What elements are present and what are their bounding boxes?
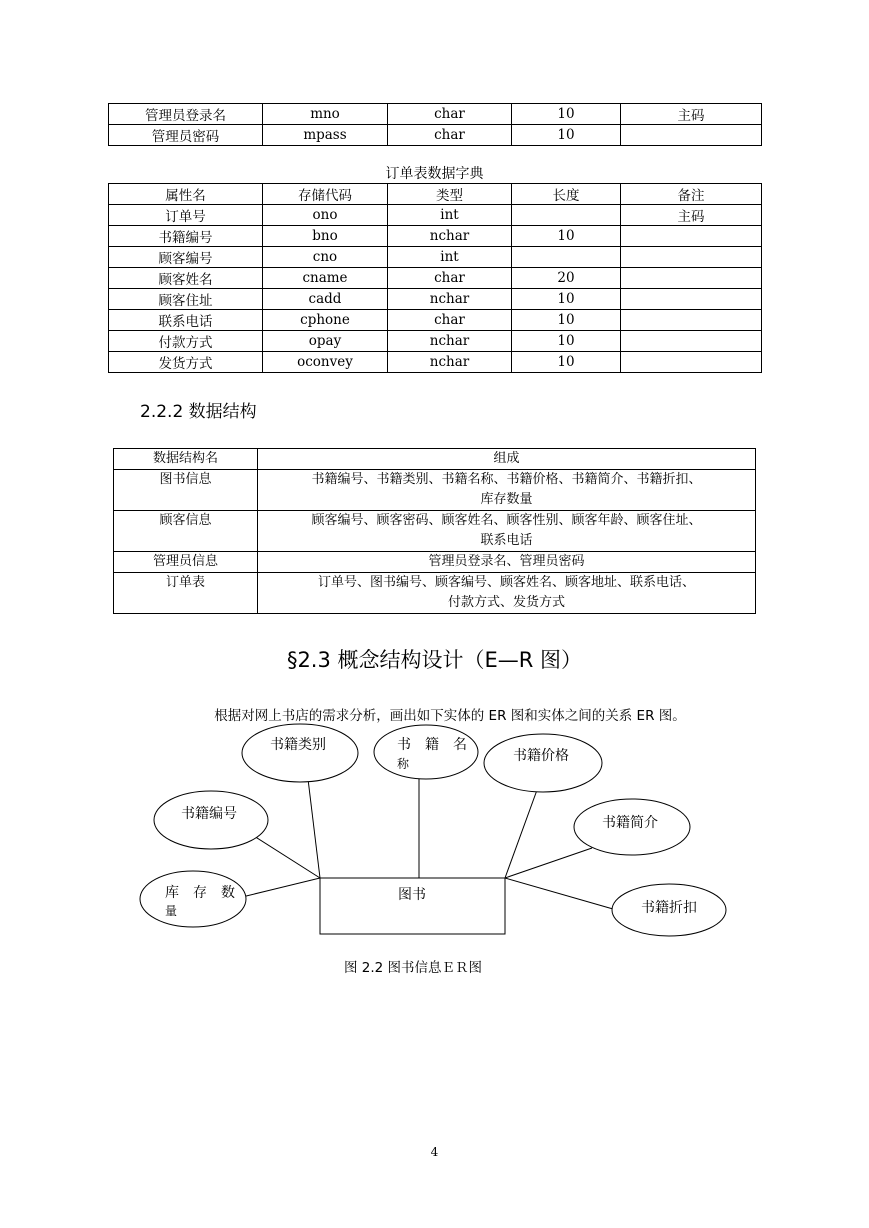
table-cell: 顾客住址	[109, 289, 263, 310]
order-table-caption: 订单表数据字典	[385, 166, 484, 182]
table-cell: 10	[512, 226, 621, 247]
table-cell: char	[388, 104, 512, 125]
table-cell: 20	[512, 268, 621, 289]
table-cell: opay	[263, 331, 388, 352]
er-attr-price-label: 书籍价格	[513, 748, 569, 764]
er-line-category	[308, 779, 320, 878]
table-cell: oconvey	[263, 352, 388, 373]
table-cell: char	[388, 268, 512, 289]
table-cell: 主码	[621, 104, 762, 125]
er-attr-category-ellipse	[242, 724, 358, 782]
table-cell: 联系电话	[109, 310, 263, 331]
table-cell: 10	[512, 289, 621, 310]
table-cell: cname	[263, 268, 388, 289]
er-line-id	[254, 836, 320, 878]
table-cell: nchar	[388, 352, 512, 373]
table-cell: nchar	[388, 331, 512, 352]
table-cell: 管理员登录名	[109, 104, 263, 125]
composition-line: 订单号、图书编号、顾客编号、顾客姓名、顾客地址、联系电话、	[317, 575, 695, 590]
table-cell: 10	[512, 331, 621, 352]
table-cell: 顾客编号	[109, 247, 263, 268]
table-cell: 管理员密码	[109, 125, 263, 146]
page-number: 4	[430, 1145, 439, 1159]
composition-line: 顾客编号、顾客密码、顾客姓名、顾客性别、顾客年龄、顾客住址、	[311, 513, 702, 528]
section-heading-data-structure: 2.2.2 数据结构	[140, 402, 257, 422]
composition-line: 管理员登录名、管理员密码	[428, 554, 585, 569]
er-attr-discount-label: 书籍折扣	[641, 900, 697, 916]
table-cell: mpass	[263, 125, 388, 146]
table-cell: 发货方式	[109, 352, 263, 373]
table-cell: 付款方式	[109, 331, 263, 352]
table-header-cell: 属性名	[109, 184, 263, 205]
structure-name-cell: 管理员信息	[114, 552, 258, 573]
er-attr-name-label-cont: 称	[397, 757, 410, 771]
section-heading-er-design: §2.3 概念结构设计（E—R 图）	[286, 648, 583, 672]
er-attr-name-label: 书 籍 名	[397, 737, 467, 753]
table-header-cell: 存储代码	[263, 184, 388, 205]
table-cell: bno	[263, 226, 388, 247]
structure-name-cell: 订单表	[114, 573, 258, 614]
table-cell: 订单号	[109, 205, 263, 226]
table-cell: 10	[512, 104, 621, 125]
er-line-stock	[242, 878, 320, 897]
er-line-intro	[505, 848, 592, 878]
er-line-discount	[505, 878, 613, 909]
table-header-cell: 长度	[512, 184, 621, 205]
table-cell: int	[388, 247, 512, 268]
structure-name-cell: 图书信息	[114, 470, 258, 511]
er-entity-book-label: 图书	[398, 887, 426, 903]
structure-name-cell: 顾客信息	[114, 511, 258, 552]
composition-line: 付款方式、发货方式	[447, 595, 565, 610]
table-cell: char	[388, 310, 512, 331]
table-cell: int	[388, 205, 512, 226]
table-header-cell: 组成	[258, 449, 756, 470]
composition-line: 联系电话	[480, 533, 533, 548]
table-cell: 顾客姓名	[109, 268, 263, 289]
table-cell: 10	[512, 125, 621, 146]
er-attr-id-label: 书籍编号	[181, 806, 237, 822]
table-header-cell: 数据结构名	[114, 449, 258, 470]
table-cell: cno	[263, 247, 388, 268]
table-cell: char	[388, 125, 512, 146]
table-cell: 10	[512, 352, 621, 373]
figure-caption: 图 2.2 图书信息ＥＲ图	[344, 960, 483, 976]
table-cell: ono	[263, 205, 388, 226]
table-header-cell: 备注	[621, 184, 762, 205]
table-cell: 书籍编号	[109, 226, 263, 247]
table-cell: cphone	[263, 310, 388, 331]
table-cell: nchar	[388, 289, 512, 310]
er-attr-intro-label: 书籍简介	[602, 815, 658, 831]
er-attr-stock-label-cont: 量	[165, 904, 178, 918]
intro-paragraph: 根据对网上书店的需求分析，画出如下实体的 ER 图和实体之间的关系 ER 图。	[214, 708, 686, 724]
table-cell: cadd	[263, 289, 388, 310]
table-cell: 主码	[621, 205, 762, 226]
table-header-cell: 类型	[388, 184, 512, 205]
composition-line: 库存数量	[480, 492, 533, 507]
er-attr-stock-label: 库 存 数	[165, 885, 235, 901]
table-cell: 10	[512, 310, 621, 331]
er-attr-category-label: 书籍类别	[270, 737, 326, 753]
er-line-price	[505, 790, 537, 878]
table-cell: nchar	[388, 226, 512, 247]
composition-line: 书籍编号、书籍类别、书籍名称、书籍价格、书籍简介、书籍折扣、	[311, 472, 702, 487]
table-cell: mno	[263, 104, 388, 125]
